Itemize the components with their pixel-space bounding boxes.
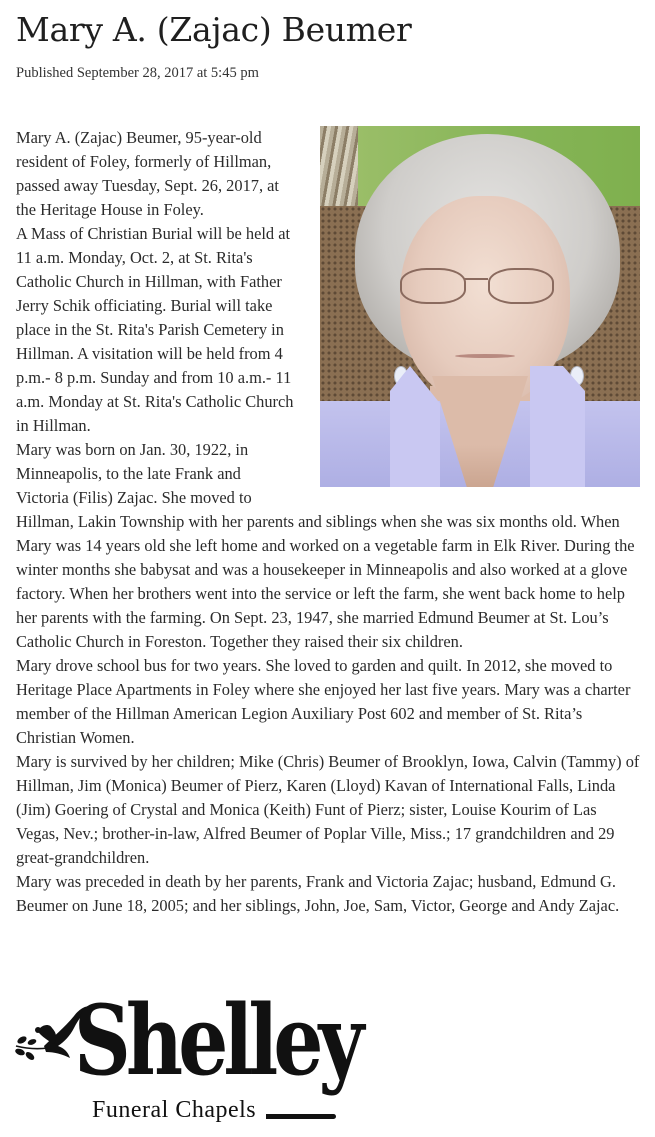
photo-glasses-right (488, 268, 554, 304)
paragraph-later-life: Mary drove school bus for two years. She loved to garden and quilt. In 2012, she moved to Heritage Place Apartments in Foley where she enjoyed her last five years. Mary was a charter member of the Hillman American Legion Auxiliary Post 602 and member of St. Rita’s Christian Women. (16, 656, 631, 747)
funeral-home-logo (14, 984, 360, 1130)
paragraph-death-notice: Mary A. (Zajac) Beumer, 95-year-old resident of Foley, formerly of Hillman, passed away Tuesday, Sept. 26, 2017, at the Heritage House in Foley. (16, 128, 279, 219)
photo-glasses-bridge (464, 278, 488, 280)
photo-mouth (455, 354, 515, 358)
paragraph-preceded: Mary was preceded in death by her parents, Frank and Victoria Zajac; husband, Edmund G. Beumer on June 18, 2005; and her siblings, John, Joe, Sam, Victor, George and Andy Zajac. (16, 872, 620, 915)
logo-subtitle: Funeral Chapels (92, 1097, 257, 1123)
paragraph-services: A Mass of Christian Burial will be held at 11 a.m. Monday, Oct. 2, at St. Rita's Catholic Church in Hillman, with Father Jerry Schik officiating. Burial will take place in the St. Rita's Parish Cemetery in Hillman. A visitation will be held from 4 p.m.- 8 p.m. Sunday and from 10 a.m.- 11 a.m. Monday at St. Rita's Catholic Church in Hillman. (16, 224, 294, 435)
photo-glasses-left (400, 268, 466, 304)
obituary-title: Mary A. (Zajac) Beumer (16, 10, 412, 49)
photo-collar-right (530, 366, 585, 487)
photo-background-tree (320, 126, 358, 216)
logo-underline-swash (266, 1114, 336, 1119)
paragraph-survivors: Mary is survived by her children; Mike (Chris) Beumer of Brooklyn, Iowa, Calvin (Tammy) of Hillman, Jim (Monica) Beumer of Pierz, Karen (Lloyd) Kavan of International Falls, Linda (Jim) Goering of Crystal and Monica (Keith) Funt of Pierz; sister, Louise Kourim of Las Vegas, Nev.; brother-in-law, Alfred Beumer of Poplar Ville, Miss.; 17 grandchildren and 29 great-grandchildren. (16, 752, 640, 867)
logo-wordmark: Shelley (74, 984, 360, 1097)
paragraph-biography: Mary was born on Jan. 30, 1922, in Minneapolis, to the late Frank and Victoria (Filis) Zajac. She moved to Hillman, Lakin Township with her parents and siblings when she was six months old. When Mary was 14 years old she left home and worked on a vegetable farm in Elk River. During the winter months she babysat and was a housekeeper in Minneapolis and also worked at a glove factory. When her brothers went into the service or left the farm, she went back home to help her parents with the farming. On Sept. 23, 1947, she married Edmund Beumer at St. Lou’s Catholic Church in Foreston. Together they raised their six children. (16, 440, 635, 651)
portrait-photo (320, 126, 640, 487)
published-date: Published September 28, 2017 at 5:45 pm (16, 65, 259, 81)
obituary-body (16, 126, 640, 918)
